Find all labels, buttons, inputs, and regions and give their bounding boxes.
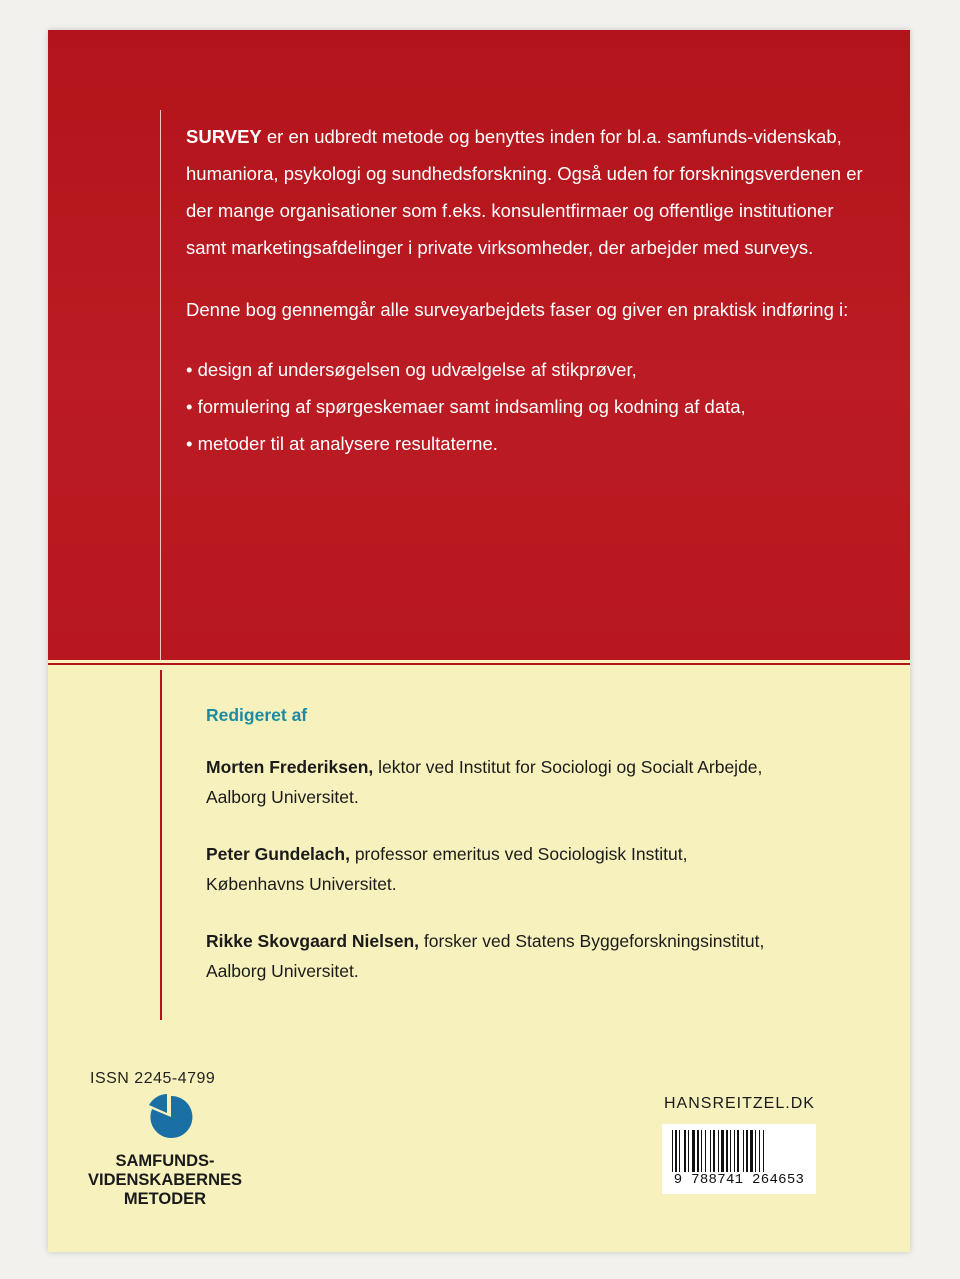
barcode-bar	[713, 1130, 715, 1172]
barcode-bar	[746, 1130, 748, 1172]
barcode-bar	[730, 1130, 731, 1172]
blurb-paragraph-1-text: er en udbredt metode og benyttes inden for bl.a. samfunds-videnskab, humaniora, psykologi og sundhedsforskning. Også uden for forskningsverdenen er der mange organisationer som f.eks. konsulentfirmaer og offentlige institutioner samt marketingsafdelinger i private virksomheder, der arbejder med surveys.	[186, 126, 863, 258]
barcode-bar	[763, 1130, 764, 1172]
series-logo-text	[70, 1152, 260, 1209]
barcode-bar	[679, 1130, 680, 1172]
blurb-paragraph-2: Denne bog gennemgår alle surveyarbejdets faser og giver en praktisk indføring i:	[186, 299, 849, 320]
barcode-bar	[743, 1130, 744, 1172]
pie-chart-icon	[146, 1092, 196, 1142]
blurb-bullet-list	[186, 351, 876, 462]
editor-name: Rikke Skovgaard Nielsen,	[206, 931, 420, 951]
editor-entry	[206, 926, 866, 986]
editor-role: professor emeritus ved Sociologisk Institut,	[354, 844, 688, 864]
section-divider	[48, 663, 910, 665]
editor-role: forsker ved Statens Byggeforskningsinstitut,	[423, 931, 765, 951]
blurb-lead-word: SURVEY	[186, 126, 262, 147]
editor-entry	[206, 839, 866, 899]
barcode-bar	[755, 1130, 756, 1172]
barcode-bar	[721, 1130, 724, 1172]
issn-number: ISSN 2245-4799	[90, 1070, 216, 1087]
barcode-bar	[710, 1130, 711, 1172]
editor-name: Morten Frederiksen,	[206, 757, 374, 777]
editor-affiliation: Københavns Universitet.	[206, 874, 397, 894]
editor-name: Peter Gundelach,	[206, 844, 350, 864]
barcode-bar	[692, 1130, 695, 1172]
red-panel-rule	[160, 110, 161, 660]
series-logo-line: VIDENSKABERNES	[87, 1171, 243, 1189]
book-back-cover	[48, 30, 910, 1252]
barcode-bar	[684, 1130, 686, 1172]
bullet-item: • design af undersøgelsen og udvælgelse af stikprøver,	[186, 359, 637, 380]
barcode-bar	[750, 1130, 753, 1172]
barcode-bar	[697, 1130, 699, 1172]
isbn-digits: 9 788741 264653	[673, 1172, 805, 1188]
credits-rule	[160, 670, 162, 1020]
barcode-bar	[672, 1130, 673, 1172]
barcode-label	[662, 1124, 816, 1194]
editors-section	[206, 700, 866, 1013]
barcode-bar	[726, 1130, 728, 1172]
bullet-item: • formulering af spørgeskemaer samt indsamling og kodning af data,	[186, 396, 746, 417]
publisher-website: HANSREITZEL.DK	[664, 1095, 815, 1112]
series-logo-line: METODER	[123, 1190, 207, 1208]
barcode-bar	[688, 1130, 689, 1172]
barcode-bar	[701, 1130, 702, 1172]
series-logo-line: SAMFUNDS-	[115, 1152, 215, 1170]
bullet-item: • metoder til at analysere resultaterne.	[186, 433, 498, 454]
barcode-bar	[759, 1130, 760, 1172]
editor-entry	[206, 752, 866, 812]
cover-blurb	[186, 118, 876, 462]
barcode-bar	[675, 1130, 677, 1172]
editor-affiliation: Aalborg Universitet.	[206, 787, 359, 807]
editors-heading: Redigeret af	[206, 705, 308, 725]
barcode-bar	[705, 1130, 706, 1172]
barcode-bar	[734, 1130, 735, 1172]
blurb-paragraph-1	[186, 118, 876, 266]
editor-role: lektor ved Institut for Sociologi og Socialt Arbejde,	[378, 757, 763, 777]
editor-affiliation: Aalborg Universitet.	[206, 961, 359, 981]
barcode-icon	[670, 1130, 808, 1172]
barcode-bar	[718, 1130, 719, 1172]
barcode-bar	[737, 1130, 739, 1172]
